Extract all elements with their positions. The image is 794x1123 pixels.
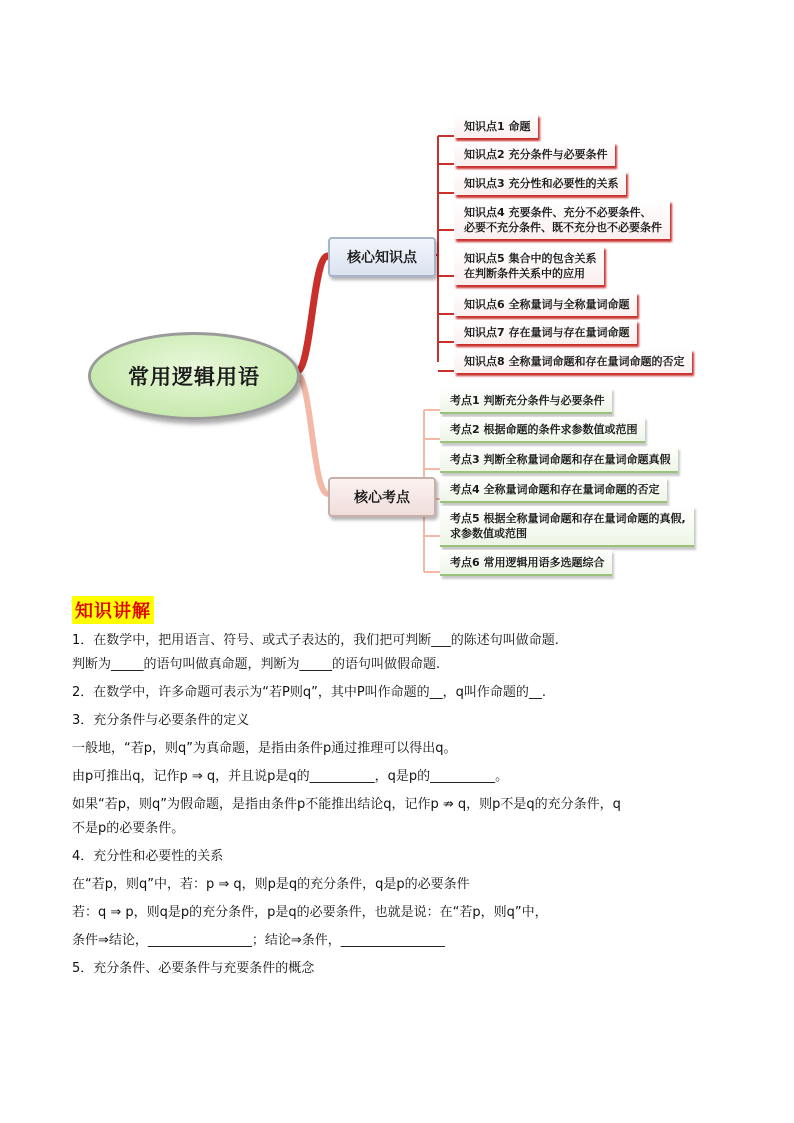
paragraph: 2．在数学中，许多命题可表示为“若P则q”，其中P叫作命题的__，q叫作命题的__. — [72, 685, 547, 700]
knowledge-point-1 — [454, 114, 538, 138]
leaf-text: 知识点7 存在量词与存在量词命题 — [464, 326, 630, 339]
exam-point-2 — [440, 417, 645, 443]
section-heading: 知识讲解 — [72, 596, 154, 624]
knowledge-explanation-section — [72, 596, 732, 988]
leaf-text: 知识点8 全称量词命题和存在量词命题的否定 — [464, 355, 685, 368]
leaf-text: 在判断条件关系中的应用 — [464, 267, 585, 280]
leaf-text: 考点5 根据全称量词命题和存在量词命题的真假, — [450, 512, 686, 525]
paragraph: 在“若p，则q”中，若：p ⇒ q，则p是q的充分条件，q是p的必要条件 — [72, 877, 470, 892]
paragraph: 由p可推出q，记作p ⇒ q，并且说p是q的__________，q是p的__________。 — [72, 769, 509, 784]
exam-point-4 — [440, 477, 667, 503]
paragraph: 如果“若p，则q”为假命题，是指由条件p不能推出结论q，记作p ⇏ q，则p不是q的充分条件，q — [72, 797, 621, 812]
knowledge-point-4 — [454, 200, 670, 239]
branch-core-exam-points: 核心考点 — [328, 477, 436, 517]
leaf-text: 求参数值或范围 — [450, 527, 527, 540]
leaf-text: 知识点1 命题 — [464, 120, 531, 133]
exam-point-3 — [440, 447, 678, 473]
exam-point-5 — [440, 506, 694, 547]
leaf-text: 知识点2 充分条件与必要条件 — [464, 148, 608, 161]
knowledge-point-6 — [454, 292, 637, 316]
leaf-text: 必要不充分条件、既不充分也不必要条件 — [464, 221, 662, 234]
leaf-text: 考点3 判断全称量词命题和存在量词命题真假 — [450, 453, 671, 466]
knowledge-point-8 — [454, 349, 692, 373]
paragraph: 4．充分性和必要性的关系 — [72, 849, 224, 864]
leaf-text: 考点2 根据命题的条件求参数值或范围 — [450, 423, 638, 436]
leaf-text: 考点1 判断充分条件与必要条件 — [450, 394, 605, 407]
paragraph: 若：q ⇒ p，则q是p的充分条件，p是q的必要条件，也就是说：在“若p，则q”中， — [72, 905, 548, 920]
exam-point-6 — [440, 550, 612, 576]
knowledge-point-5 — [454, 246, 604, 285]
leaf-text: 知识点3 充分性和必要性的关系 — [464, 177, 619, 190]
paragraph: 3．充分条件与必要条件的定义 — [72, 713, 250, 728]
exam-point-1 — [440, 388, 612, 414]
leaf-text: 知识点6 全称量词与全称量词命题 — [464, 298, 630, 311]
paragraph: 5．充分条件、必要条件与充要条件的概念 — [72, 961, 315, 976]
knowledge-point-7 — [454, 320, 637, 344]
branch-core-knowledge: 核心知识点 — [328, 237, 436, 277]
leaf-text: 知识点5 集合中的包含关系 — [464, 252, 597, 265]
leaf-text: 知识点4 充要条件、充分不必要条件、 — [464, 206, 652, 219]
leaf-text: 考点4 全称量词命题和存在量词命题的否定 — [450, 483, 660, 496]
paragraph: 1．在数学中，把用语言、符号、或式子表达的，我们把可判断___的陈述句叫做命题. — [72, 633, 559, 648]
leaf-text: 考点6 常用逻辑用语多选题综合 — [450, 556, 605, 569]
knowledge-ticks — [438, 136, 454, 371]
knowledge-point-3 — [454, 171, 626, 195]
knowledge-point-2 — [454, 142, 615, 166]
paragraph: 条件⇒结论，________________；结论⇒条件，________________ — [72, 933, 445, 948]
mindmap-root: 常用逻辑用语 — [88, 332, 300, 420]
paragraph: 一般地，“若p，则q”为真命题，是指由条件p通过推理可以得出q。 — [72, 741, 457, 756]
paragraph: 判断为_____的语句叫做真命题，判断为_____的语句叫做假命题. — [72, 657, 441, 672]
branch-connector-knowledge — [296, 256, 328, 372]
paragraph: 不是p的必要条件。 — [72, 821, 185, 836]
branch-connector-exam — [296, 374, 328, 494]
